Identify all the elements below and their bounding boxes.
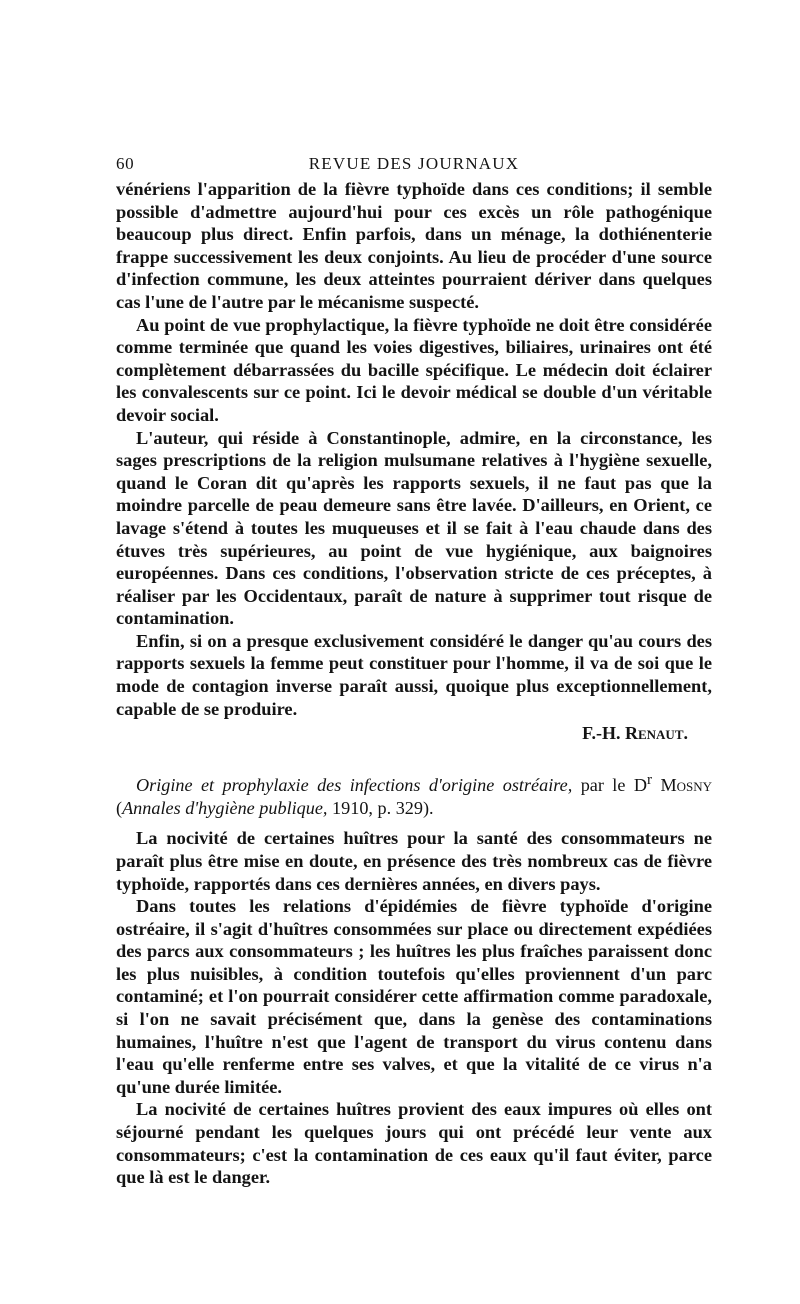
review-by: par le D	[572, 775, 647, 796]
review-title: Origine et prophylaxie des infections d'origine ostréaire,	[136, 775, 573, 796]
journal-name: Annales d'hygiène publique,	[122, 798, 328, 819]
paragraph: La nocivité de certaines huîtres pour la santé des consommateurs ne paraît plus être mise en doute, en présence des très nombreux cas de fièvre typhoïde, rapportés dans ces dernières années, en divers pays.	[116, 828, 712, 894]
article-continued	[116, 178, 712, 720]
review-body	[116, 827, 712, 1189]
paragraph: Au point de vue prophylactique, la fièvre typhoïde ne doit être considérée comme terminée que quand les voies digestives, biliaires, urinaires ont été complètement débarrassées du bacille spécifique. Le médecin doit éclairer les convalescents sur ce point. Ici le devoir médical se double d'un véritable devoir social.	[116, 314, 712, 425]
paragraph: La nocivité de certaines huîtres provient des eaux impures où elles ont séjourné pendant les quelques jours qui ont précédé leur vente aux consommateurs; c'est la contamination de ces eaux qu'il faut éviter, parce que là est le danger.	[116, 1099, 712, 1188]
page-header	[116, 150, 712, 178]
journal-open: (	[116, 798, 123, 819]
paragraph: vénériens l'apparition de la fièvre typhoïde dans ces conditions; il semble possible d'admettre aujourd'hui pour ces excès un rôle pathogénique beaucoup plus direct. Enfin parfois, dans un ménage, la dothiénenterie frappe successivement les deux conjoints. Au lieu de procéder d'une source d'infection commune, les deux atteintes pourraient dériver dans quelques cas l'une de l'autre par le mécanisme suspecté.	[116, 179, 712, 312]
paragraph: Enfin, si on a presque exclusivement considéré le danger qu'au cours des rapports sexuels la femme peut constituer pour l'homme, il va de soi que le mode de contagion inverse paraît aussi, quoique plus exceptionnellement, capable de se produire.	[116, 630, 712, 719]
review-heading	[116, 768, 712, 820]
signature-initials: F.-H.	[582, 723, 621, 744]
signature-name: Renaut.	[624, 723, 688, 744]
citation: 1910, p. 329).	[327, 798, 434, 819]
running-title: REVUE DES JOURNAUX	[308, 154, 520, 173]
review-author: Mosny	[660, 775, 713, 796]
author-signature	[116, 721, 712, 745]
doctor-abbrev-sup: r	[646, 771, 653, 789]
paragraph: L'auteur, qui réside à Constantinople, admire, en la circonstance, les sages prescriptions de la religion mulsumane relatives à l'hygiène sexuelle, quand le Coran dit qu'après les rapports sexuels, il ne faut pas que la moindre parcelle de peau demeure sans être lavée. D'ailleurs, en Orient, ce lavage s'étend à toutes les muqueuses et il se fait à l'eau chaude dans des étuves très supérieures, au point de vue hygiénique, aux baignoires européennes. Dans ces conditions, l'observation stricte de ces préceptes, à réaliser par les Occidentaux, paraît de nature à supprimer tout risque de contamination.	[116, 427, 712, 629]
paragraph: Dans toutes les relations d'épidémies de fièvre typhoïde d'origine ostréaire, il s'agit d'huîtres consommées sur place ou directement expédiées des parcs aux consommateurs ; les huîtres les plus fraîches paraissent donc les plus nuisibles, à condition toutefois qu'elles proviennent d'un parc contaminé; et l'on pourrait considérer cette affirmation comme paradoxale, si l'on ne savait précisément que, dans la genèse des contaminations humaines, l'huître n'est que l'agent de transport du virus contenu dans l'eau qu'elle renferme entre ses valves, et que la vitalité de ce virus n'a qu'une durée limitée.	[116, 896, 712, 1097]
page-number: 60	[116, 154, 135, 173]
page	[116, 150, 712, 1189]
